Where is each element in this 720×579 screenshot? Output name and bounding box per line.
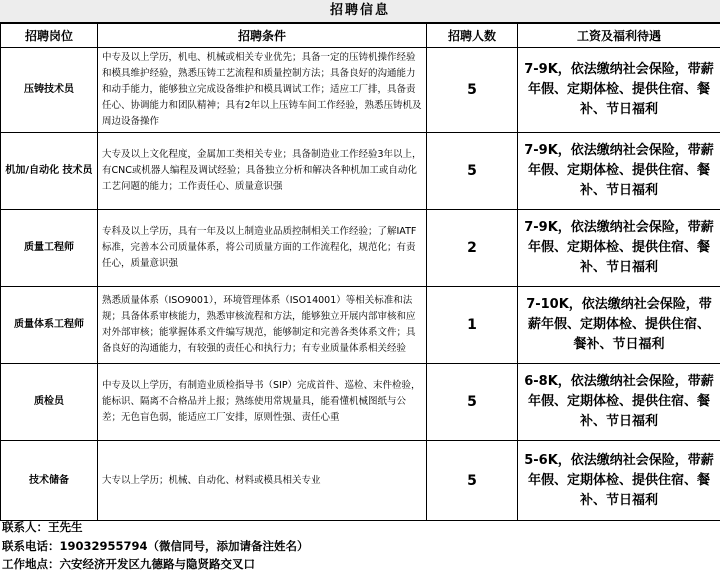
count-cell: 5 bbox=[427, 133, 518, 210]
position-cell: 压铸技术员 bbox=[1, 48, 98, 133]
header-count: 招聘人数 bbox=[427, 24, 518, 48]
conditions-cell: 熟悉质量体系（ISO9001），环境管理体系（ISO14001）等相关标准和法规；具备体系审核能力，熟悉审核流程和方法，能够独立开展内部审核和应对外部审核；能掌握体系文件编写规范，能够制定和完善各类体系文件；具备良好的沟通能力，有较强的责任心和执行力；有专业质量体系相关经验 bbox=[98, 287, 427, 364]
table-row bbox=[1, 48, 720, 133]
table-row bbox=[1, 364, 720, 441]
position-cell: 质量体系工程师 bbox=[1, 287, 98, 364]
contact-phone: 联系电话：19032955794（微信同号，添加请备注姓名） bbox=[2, 538, 309, 553]
conditions-cell: 大专以上学历；机械、自动化、材料或模具相关专业 bbox=[98, 441, 427, 521]
sheet-title: 招聘信息 bbox=[0, 0, 720, 23]
wages-cell: 7-9K，依法缴纳社会保险，带薪年假、定期体检、提供住宿、餐补、节日福利 bbox=[518, 210, 720, 287]
position-cell: 机加/自动化 技术员 bbox=[1, 133, 98, 210]
position-cell: 质量工程师 bbox=[1, 210, 98, 287]
conditions-cell: 中专及以上学历，机电、机械或相关专业优先；具备一定的压铸机操作经验和模具维护经验，熟悉压铸工艺流程和质量控制方法；具备良好的沟通能力和动手能力，能够独立完成设备维护和模具调试工作；适应工厂排，具备责任心、协调能力和团队精神；具有2年以上压铸车间工作经验，熟悉压铸机及周边设备操作 bbox=[98, 48, 427, 133]
conditions-cell: 中专及以上学历，有制造业质检指导书（SIP）完成首件、巡检、末件检验，能标识、隔离不合格品并上报；熟练使用常规量具，能看懂机械图纸与公差；无色盲色弱，能适应工厂安排，原则性强、责任心重 bbox=[98, 364, 427, 441]
position-cell: 质检员 bbox=[1, 364, 98, 441]
count-cell: 5 bbox=[427, 441, 518, 521]
count-cell: 1 bbox=[427, 287, 518, 364]
table-row bbox=[1, 210, 720, 287]
contact-person: 联系人：王先生 bbox=[2, 520, 83, 534]
recruitment-table bbox=[0, 23, 720, 521]
header-conditions: 招聘条件 bbox=[98, 24, 427, 48]
position-cell: 技术储备 bbox=[1, 441, 98, 521]
wages-cell: 7-10K，依法缴纳社会保险，带薪年假、定期体检、提供住宿、餐补、节日福利 bbox=[518, 287, 720, 364]
count-cell: 5 bbox=[427, 48, 518, 133]
wages-cell: 7-9K，依法缴纳社会保险，带薪年假、定期体检、提供住宿、餐补、节日福利 bbox=[518, 133, 720, 210]
count-cell: 2 bbox=[427, 210, 518, 287]
work-address: 工作地点：六安经济开发区九德路与隐贤路交叉口 bbox=[2, 557, 255, 571]
conditions-cell: 大专及以上文化程度，金属加工类相关专业；具备制造业工作经验3年以上，有CNC或机器人编程及调试经验；具备独立分析和解决各种机加工或自动化工艺问题的能力；工作责任心、质量意识强 bbox=[98, 133, 427, 210]
table-row bbox=[1, 441, 720, 521]
conditions-cell: 专科及以上学历，具有一年及以上制造业品质控制相关工作经验；了解IATF标准，完善本公司质量体系，将公司质量方面的工作流程化，规范化；有责任心，质量意识强 bbox=[98, 210, 427, 287]
table-row bbox=[1, 287, 720, 364]
count-cell: 5 bbox=[427, 364, 518, 441]
table-row bbox=[1, 133, 720, 210]
wages-cell: 5-6K，依法缴纳社会保险，带薪年假、定期体检、提供住宿、餐补、节日福利 bbox=[518, 441, 720, 521]
header-row bbox=[1, 24, 720, 48]
header-wages: 工资及福利待遇 bbox=[518, 24, 720, 48]
wages-cell: 7-9K，依法缴纳社会保险，带薪年假、定期体检、提供住宿、餐补、节日福利 bbox=[518, 48, 720, 133]
contact-info bbox=[2, 518, 309, 574]
wages-cell: 6-8K，依法缴纳社会保险，带薪年假、定期体检、提供住宿、餐补、节日福利 bbox=[518, 364, 720, 441]
header-position: 招聘岗位 bbox=[1, 24, 98, 48]
